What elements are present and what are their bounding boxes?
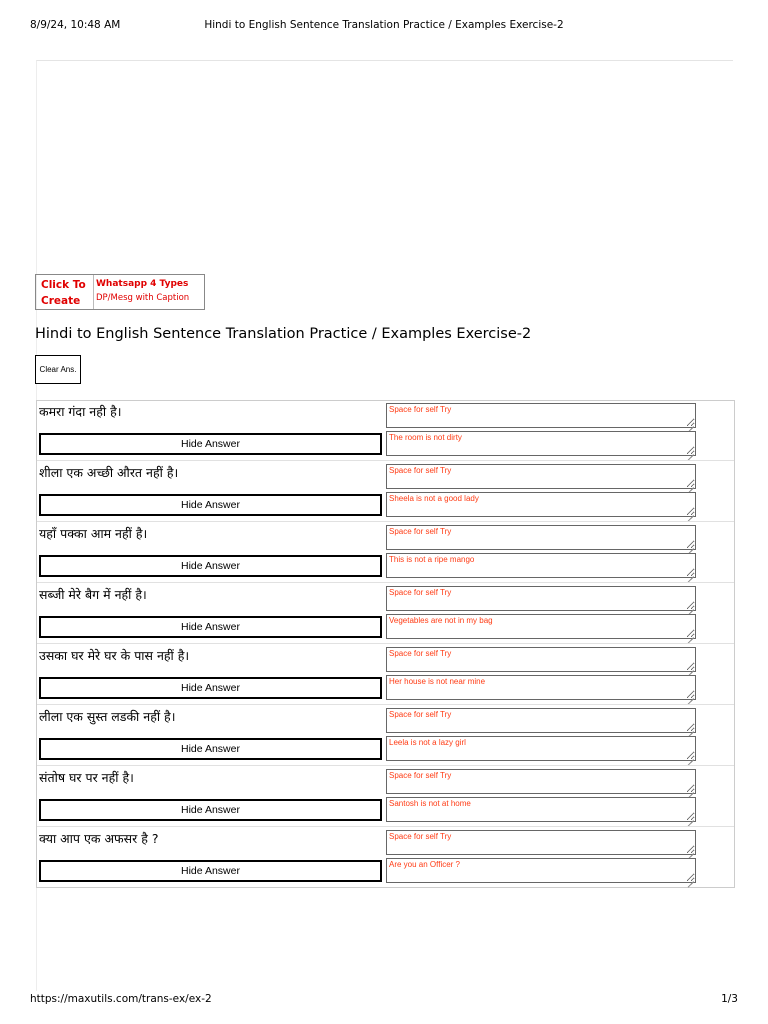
answer-textarea[interactable]: The room is not dirty [386,431,696,456]
hide-answer-button[interactable]: Hide Answer [39,555,382,577]
answer-textarea[interactable]: Leela is not a lazy girl [386,736,696,761]
promo-click-text: Click To [41,279,86,291]
print-datetime: 8/9/24, 10:48 AM [30,19,121,31]
hide-answer-button[interactable]: Hide Answer [39,616,382,638]
hide-answer-button[interactable]: Hide Answer [39,677,382,699]
promo-whatsapp-text: Whatsapp 4 Types [96,279,189,289]
hide-answer-button[interactable]: Hide Answer [39,494,382,516]
self-try-textarea[interactable]: Space for self Try [386,769,696,794]
clear-answers-button[interactable]: Clear Ans. [35,355,81,384]
answer-textarea[interactable]: This is not a ripe mango [386,553,696,578]
answer-textarea[interactable]: Vegetables are not in my bag [386,614,696,639]
answer-textarea[interactable]: Are you an Officer ? [386,858,696,883]
promo-cell-click[interactable] [36,275,94,309]
print-url: https://maxutils.com/trans-ex/ex-2 [30,993,212,1005]
hindi-sentence: शीला एक अच्छी औरत नहीं है। [39,465,179,480]
self-try-textarea[interactable]: Space for self Try [386,647,696,672]
hindi-sentence: क्या आप एक अफसर है ? [39,831,159,846]
self-try-textarea[interactable]: Space for self Try [386,586,696,611]
hindi-sentence: उसका घर मेरे घर के पास नहीं है। [39,648,190,663]
translation-row [37,765,734,826]
whatsapp-promo-link[interactable] [35,274,205,310]
translation-row [37,460,734,521]
self-try-textarea[interactable]: Space for self Try [386,464,696,489]
hindi-sentence: लीला एक सुस्त लडकी नहीं है। [39,709,176,724]
hide-answer-button[interactable]: Hide Answer [39,860,382,882]
hindi-sentence: यहाँ पक्का आम नहीं है। [39,526,148,541]
translation-row [37,400,734,460]
self-try-textarea[interactable]: Space for self Try [386,708,696,733]
answer-textarea[interactable]: Her house is not near mine [386,675,696,700]
hide-answer-button[interactable]: Hide Answer [39,433,382,455]
hide-answer-button[interactable]: Hide Answer [39,799,382,821]
self-try-textarea[interactable]: Space for self Try [386,830,696,855]
translation-row [37,582,734,643]
hindi-sentence: संतोष घर पर नहीं है। [39,770,134,785]
answer-textarea[interactable]: Sheela is not a good lady [386,492,696,517]
translation-row [37,826,734,887]
hindi-sentence: सब्जी मेरे बैग में नहीं है। [39,587,147,602]
promo-create-text: Create [41,295,81,307]
translation-row [37,643,734,704]
page-title: Hindi to English Sentence Translation Practice / Examples Exercise-2 [35,326,532,342]
translation-row [37,521,734,582]
self-try-textarea[interactable]: Space for self Try [386,403,696,428]
self-try-textarea[interactable]: Space for self Try [386,525,696,550]
hide-answer-button[interactable]: Hide Answer [39,738,382,760]
hindi-sentence: कमरा गंदा नही है। [39,404,122,419]
print-document-title: Hindi to English Sentence Translation Practice / Examples Exercise-2 [204,19,564,31]
answer-textarea[interactable]: Santosh is not at home [386,797,696,822]
qa-table [36,400,735,888]
translation-row [37,704,734,765]
print-page-number: 1/3 [721,993,738,1005]
promo-cell-whatsapp[interactable] [94,275,204,309]
promo-caption-text: DP/Mesg with Caption [96,293,190,303]
